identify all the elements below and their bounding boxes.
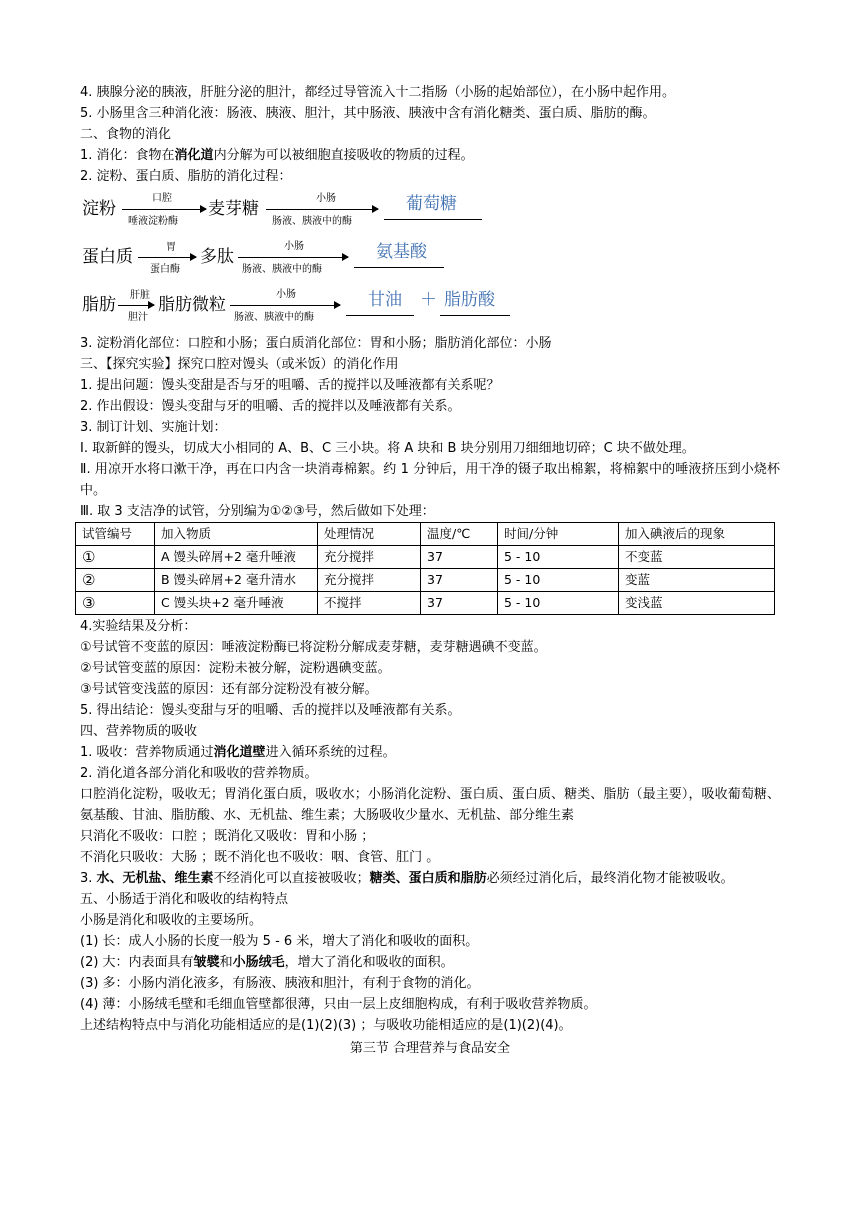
table-cell: 37: [421, 546, 498, 569]
glycerol-label: 甘油: [368, 290, 402, 310]
table-cell: A 馒头碎屑+2 毫升唾液: [155, 546, 318, 569]
arrow-label: 口腔: [152, 193, 172, 204]
table-row: [76, 546, 775, 569]
bold-term: 消化道: [174, 148, 214, 163]
table-cell: 不变蓝: [619, 546, 775, 569]
arrow-label: 小肠: [316, 193, 336, 204]
arrow-label: 肠液、胰液中的酶: [234, 312, 314, 323]
arrow-icon: [138, 257, 196, 258]
text-line: 只消化不吸收：口腔 ；既消化又吸收：胃和小肠 ；: [80, 829, 375, 844]
plus-sign: ＋: [420, 290, 437, 310]
table-header: 加入碘液后的现象: [619, 523, 775, 546]
fat-label: 脂肪: [82, 295, 116, 315]
arrow-icon: [230, 305, 340, 306]
answer-underline: [354, 267, 444, 268]
arrow-label: 肠液、胰液中的酶: [272, 216, 352, 227]
amino-acid-label: 氨基酸: [376, 242, 427, 262]
protein-row: [80, 237, 780, 277]
text-line: (3) 多：小肠内消化液多，有肠液、胰液和胆汁，有利于食物的消化。: [80, 976, 480, 991]
fat-particle-label: 脂肪微粒: [158, 295, 226, 315]
arrow-label: 蛋白酶: [150, 264, 180, 275]
fat-row: [80, 285, 780, 325]
answer-underline: [384, 219, 482, 220]
text-line: Ⅲ. 取 3 支洁净的试管，分别编为①②③号，然后做如下处理：: [80, 504, 435, 519]
text-line: 4.实验结果及分析：: [80, 619, 197, 634]
experiment-table: [75, 522, 775, 615]
text-line: 上述结构特点中与消化功能相适应的是(1)(2)(3) ；与吸收功能相适应的是(1)(2)(4)。: [80, 1018, 572, 1033]
bold-term: 糖类、蛋白质和脂肪: [369, 871, 487, 886]
table-header: 时间/分钟: [498, 523, 619, 546]
table-cell: 37: [421, 569, 498, 592]
text-paragraph: 3. 水、无机盐、维生素不经消化可以直接被吸收；糖类、蛋白质和脂肪必须经过消化后，最终消化物才能被吸收。: [80, 871, 734, 886]
protein-label: 蛋白质: [82, 247, 133, 267]
section-heading: 二、食物的消化: [80, 127, 172, 142]
arrow-label: 小肠: [284, 241, 304, 252]
text-paragraph: Ⅱ. 用凉开水将口漱干净，再在口内含一块消毒棉絮。约 1 分钟后，用干净的镊子取出棉絮，将棉絮中的唾液挤压到小烧杯中。: [80, 462, 780, 498]
bold-term: 水、无机盐、维生素: [96, 871, 214, 886]
fatty-acid-label: 脂肪酸: [444, 290, 495, 310]
text-line: 5. 小肠里含三种消化液：肠液、胰液、胆汁，其中肠液、胰液中含有消化糖类、蛋白质、脂肪的酶。: [80, 106, 656, 121]
section-heading: 四、营养物质的吸收: [80, 724, 198, 739]
table-header: 处理情况: [318, 523, 421, 546]
table-cell: 5 - 10: [498, 569, 619, 592]
table-row: [76, 569, 775, 592]
text-line: (1) 长：成人小肠的长度一般为 5 - 6 米，增大了消化和吸收的面积。: [80, 934, 479, 949]
arrow-label: 小肠: [276, 289, 296, 300]
arrow-icon: [266, 209, 378, 210]
text-line: 不消化只吸收：大肠 ；既不消化也不吸收：咽、食管、肛门 。: [80, 850, 440, 865]
bold-term: 小肠绒毛: [232, 955, 285, 970]
text-line: ①号试管不变蓝的原因：唾液淀粉酶已将淀粉分解成麦芽糖，麦芽糖遇碘不变蓝。: [80, 640, 547, 655]
arrow-icon: [238, 257, 348, 258]
table-cell: ②: [76, 569, 155, 592]
table-cell: C 馒头块+2 毫升唾液: [155, 592, 318, 615]
maltose-label: 麦芽糖: [208, 199, 259, 219]
arrow-label: 唾液淀粉酶: [128, 216, 178, 227]
table-cell: 5 - 10: [498, 592, 619, 615]
table-cell: 不搅拌: [318, 592, 421, 615]
next-section-title: 第三节 合理营养与食品安全: [349, 1041, 511, 1056]
arrow-label: 胆汁: [128, 312, 148, 323]
table-cell: B 馒头碎屑+2 毫升清水: [155, 569, 318, 592]
arrow-label: 肝脏: [130, 290, 150, 301]
text-line: 1. 提出问题：馒头变甜是否与牙的咀嚼、舌的搅拌以及唾液都有关系呢？: [80, 378, 500, 393]
text-paragraph: 口腔消化淀粉，吸收无；胃消化蛋白质，吸收水；小肠消化淀粉、蛋白质、蛋白质、糖类、脂肪（最主要），吸收葡萄糖、氨基酸、甘油、脂肪酸、水、无机盐、维生素；大肠吸收少量水、无机盐、部分维生素: [80, 787, 780, 823]
text-line: 1. 消化：食物在消化道内分解为可以被细胞直接吸收的物质的过程。: [80, 148, 474, 163]
bold-term: 消化道壁: [213, 745, 266, 760]
text-line: ③号试管变浅蓝的原因：还有部分淀粉没有被分解。: [80, 682, 378, 697]
arrow-label: 胃: [166, 242, 176, 253]
answer-underline: [346, 315, 414, 316]
table-cell: 变蓝: [619, 569, 775, 592]
text-line: ②号试管变蓝的原因：淀粉未被分解，淀粉遇碘变蓝。: [80, 661, 391, 676]
table-header: 温度/℃: [421, 523, 498, 546]
text-line: Ⅰ. 取新鲜的馒头，切成大小相同的 A、B、C 三小块。将 A 块和 B 块分别用刀细细地切碎；C 块不做处理。: [80, 441, 695, 456]
answer-underline: [440, 315, 510, 316]
starch-row: [80, 189, 780, 229]
text-line: (4) 薄：小肠绒毛壁和毛细血管壁都很薄，只由一层上皮细胞构成，有利于吸收营养物质。: [80, 997, 597, 1012]
table-cell: 37: [421, 592, 498, 615]
table-cell: 变浅蓝: [619, 592, 775, 615]
text-line: 3. 制订计划、实施计划：: [80, 420, 227, 435]
bold-term: 皱襞: [193, 955, 220, 970]
table-cell: ①: [76, 546, 155, 569]
document-page: [80, 82, 780, 1059]
digestion-diagram: [80, 189, 780, 331]
table-header: 试管编号: [76, 523, 155, 546]
section-heading: 三、【探究实验】探究口腔对馒头（或米饭）的消化作用: [80, 357, 399, 372]
text-line: 2. 作出假设：馒头变甜与牙的咀嚼、舌的搅拌以及唾液都有关系。: [80, 399, 461, 414]
table-header: 加入物质: [155, 523, 318, 546]
table-cell: 充分搅拌: [318, 546, 421, 569]
arrow-icon: [118, 305, 154, 306]
arrow-icon: [122, 209, 206, 210]
table-header-row: [76, 523, 775, 546]
glucose-label: 葡萄糖: [406, 194, 457, 214]
arrow-label: 肠液、胰液中的酶: [242, 264, 322, 275]
section-heading: 五、小肠适于消化和吸收的结构特点: [80, 892, 289, 907]
table-row: [76, 592, 775, 615]
table-cell: ③: [76, 592, 155, 615]
text-line: (2) 大：内表面具有皱襞和小肠绒毛，增大了消化和吸收的面积。: [80, 955, 454, 970]
text-line: 4. 胰腺分泌的胰液，肝脏分泌的胆汁，都经过导管流入十二指肠（小肠的起始部位），在小肠中起作用。: [80, 85, 676, 100]
text-line: 小肠是消化和吸收的主要场所。: [80, 913, 263, 928]
starch-label: 淀粉: [82, 199, 116, 219]
text-line: 3. 淀粉消化部位：口腔和小肠；蛋白质消化部位：胃和小肠；脂肪消化部位：小肠: [80, 336, 552, 351]
table-cell: 充分搅拌: [318, 569, 421, 592]
table-cell: 5 - 10: [498, 546, 619, 569]
text-line: 1. 吸收：营养物质通过消化道壁进入循环系统的过程。: [80, 745, 396, 760]
text-line: 5. 得出结论：馒头变甜与牙的咀嚼、舌的搅拌以及唾液都有关系。: [80, 703, 461, 718]
text-line: 2. 淀粉、蛋白质、脂肪的消化过程：: [80, 169, 292, 184]
text-line: 2. 消化道各部分消化和吸收的营养物质。: [80, 766, 318, 781]
peptide-label: 多肽: [200, 247, 234, 267]
